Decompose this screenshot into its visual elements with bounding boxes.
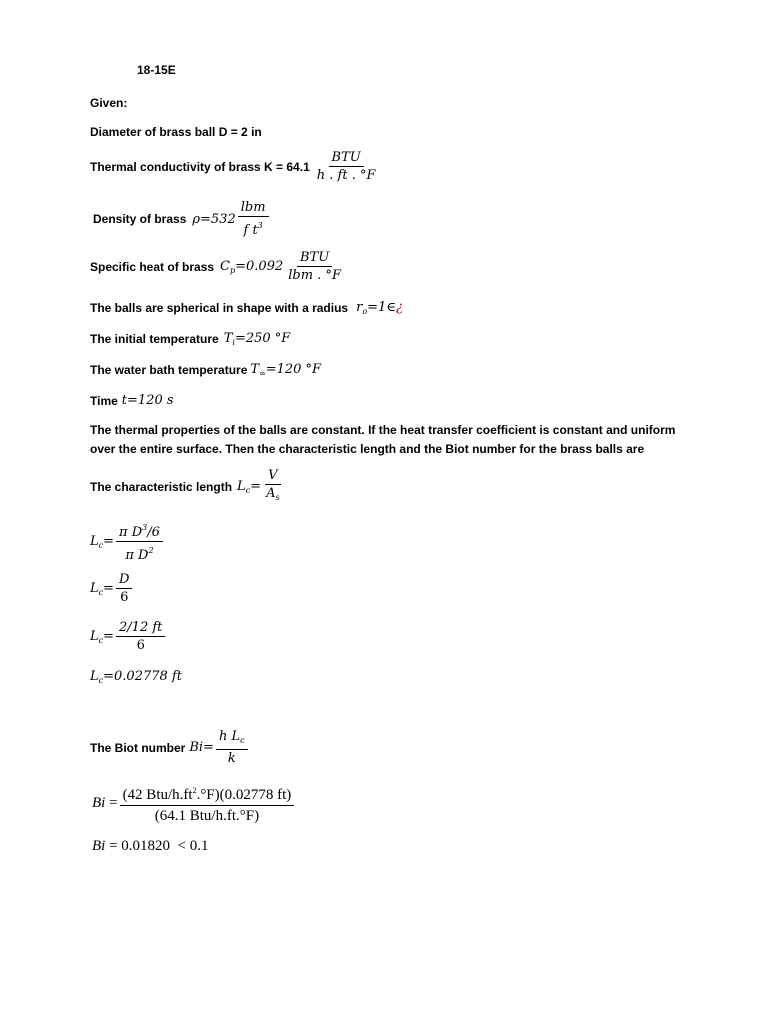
lc2-num: D: [116, 572, 132, 589]
biot-calc-lhs: Bi =: [92, 795, 118, 811]
lc3-num: 2/12 ft: [116, 620, 165, 637]
paragraph-line-1: The thermal properties of the balls are constant. If the heat transfer coefficient is constant and uniform: [90, 423, 676, 437]
initial-temp-line: [90, 331, 290, 347]
paragraph-line-2: over the entire surface. Then the characteristic length and the Biot number for the brass balls are: [90, 442, 645, 456]
biot-calc-frac: [120, 782, 295, 825]
initial-temp-expr: $T_i=250$ °F: [223, 331, 291, 347]
char-length-lhs: $L_c=$: [237, 478, 262, 495]
char-length-den: $A_s$: [266, 486, 280, 502]
char-length-num: V: [265, 468, 280, 485]
specific-heat-label: Specific heat of brass: [90, 259, 215, 274]
time-expr: t=120 s: [121, 393, 174, 408]
biot-label: The Biot number: [90, 740, 186, 755]
biot-calc-den: (64.1 Btu/h.ft.°F): [154, 808, 260, 824]
biot-lhs: Bi=: [189, 740, 214, 755]
density-unit-den: f $t^3$: [243, 221, 263, 238]
lc3-lhs: $L_c=$: [90, 628, 115, 645]
given-heading: Given:: [90, 96, 128, 110]
lc-equation-4: [90, 669, 182, 685]
biot-result-line: [92, 838, 209, 855]
conductivity-label: Thermal conductivity of brass K = 64.1: [90, 159, 310, 174]
problem-number: 18-15E: [137, 63, 176, 77]
radius-label: The balls are spherical in shape with a radius: [90, 301, 349, 315]
lc2-den: 6: [120, 590, 129, 605]
biot-calc-line: [92, 782, 296, 825]
specific-heat-line: [90, 250, 346, 283]
initial-temp-label: The initial temperature: [90, 332, 219, 346]
biot-num: h $L_c$: [216, 729, 248, 750]
lc2-frac: [116, 572, 132, 605]
conductivity-unit: [314, 150, 379, 183]
char-length-frac: [263, 468, 283, 505]
time-label: Time: [90, 393, 118, 408]
lc1-frac: [116, 520, 163, 563]
density-label: Density of brass: [93, 212, 187, 226]
conductivity-unit-den: h . ft . °F: [316, 168, 376, 183]
specific-heat-lhs: $C_p=0.092$: [220, 258, 284, 275]
lc-equation-2: [90, 572, 134, 605]
biot-result-lhs: Bi: [92, 838, 106, 854]
density-line: [93, 200, 271, 238]
lc1-den: π $D^2$: [125, 546, 154, 563]
bath-temp-expr: $T_\infty=120$ °F: [250, 362, 322, 378]
radius-line: [90, 300, 403, 316]
density-unit: [238, 200, 269, 238]
conductivity-line: [90, 150, 380, 183]
specific-heat-unit: [285, 250, 344, 283]
specific-heat-unit-num: BTU: [297, 250, 332, 267]
lc1-num: π $D^3/6$: [116, 520, 163, 542]
biot-calc-num: (42 Btu/$h.ft^2.^\circ F)(0.02778$ ft): [120, 782, 295, 806]
biot-result-value: = 0.01820 < 0.1: [105, 838, 209, 854]
bath-temp-line: [90, 362, 321, 378]
bath-temp-label: The water bath temperature: [90, 363, 248, 377]
biot-frac: [216, 729, 248, 766]
specific-heat-unit-den: lbm . °F: [288, 268, 341, 283]
char-length-label: The characteristic length: [90, 479, 233, 494]
density-unit-num: lbm: [238, 200, 269, 217]
lc3-frac: [116, 620, 165, 653]
conductivity-unit-num: BTU: [329, 150, 364, 167]
biot-den: k: [227, 751, 236, 766]
radius-expr: $r_o=1\in¿$: [356, 300, 403, 316]
lc1-lhs: $L_c=$: [90, 533, 115, 550]
char-length-line: [90, 468, 285, 505]
lc3-den: 6: [136, 638, 145, 653]
lc-equation-1: [90, 520, 165, 563]
lc-equation-3: [90, 620, 167, 653]
diameter-line: Diameter of brass ball D = 2 in: [90, 125, 262, 139]
lc2-lhs: $L_c=$: [90, 580, 115, 597]
time-line: [90, 393, 174, 408]
biot-line: [90, 729, 250, 766]
density-lhs: ρ=532: [192, 211, 236, 227]
lc4-expr: $L_c=0.02778$ ft: [90, 669, 182, 685]
